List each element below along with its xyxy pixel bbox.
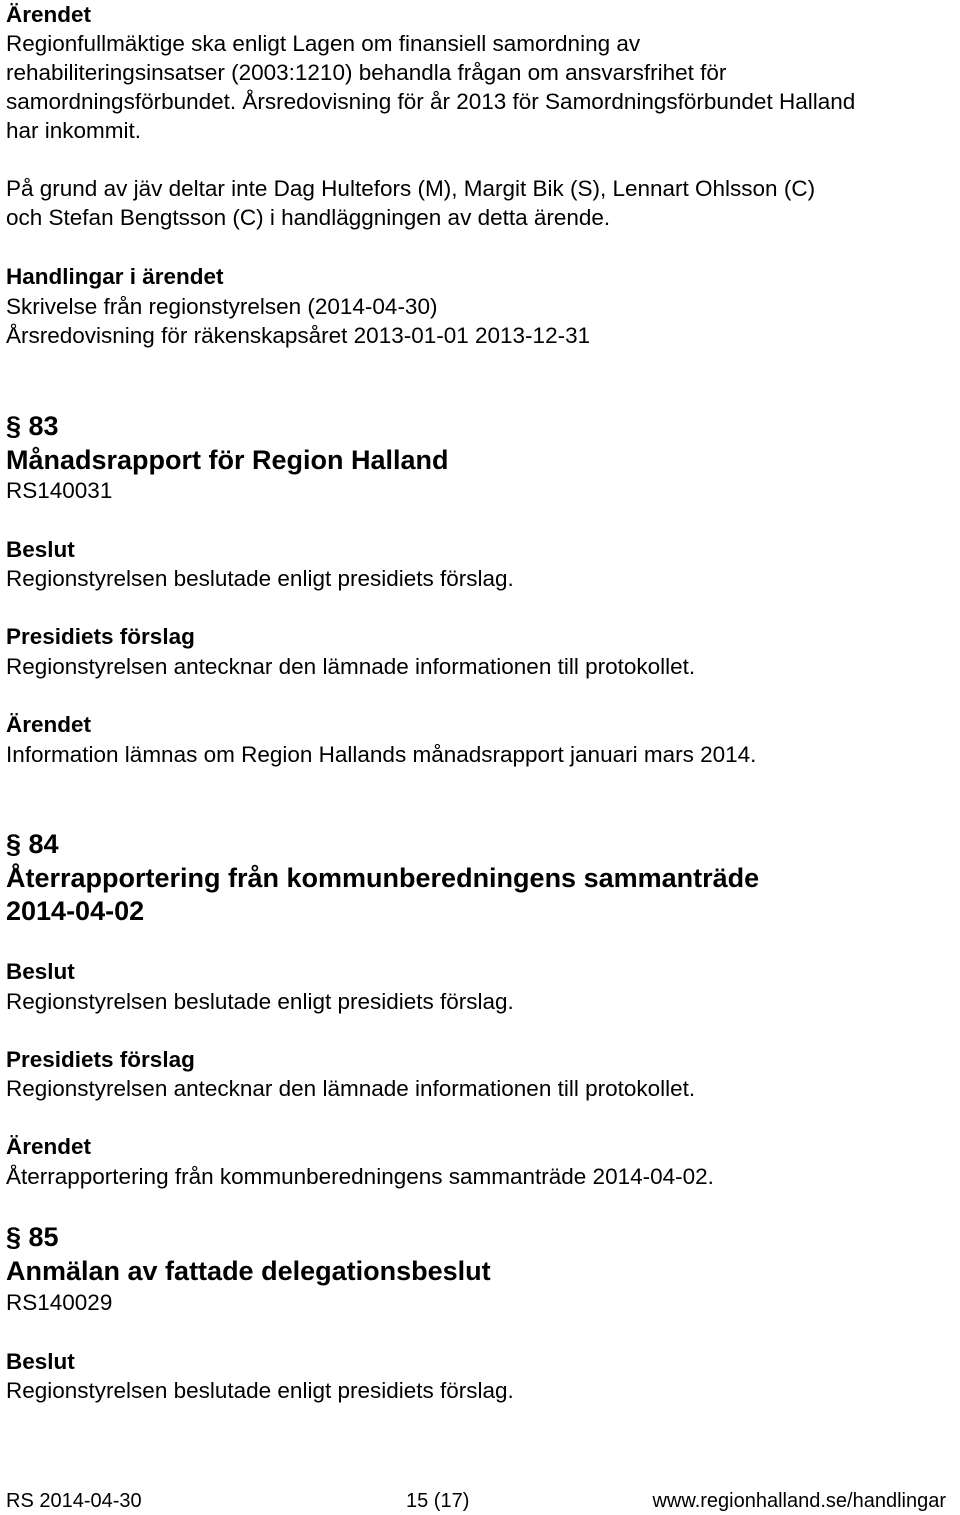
- arendet-heading: Ärendet: [6, 712, 92, 737]
- footer-page-number: 15 (17): [406, 1490, 470, 1512]
- arendet-heading: Ärendet: [6, 2, 92, 27]
- beslut-heading: Beslut: [6, 1349, 75, 1374]
- beslut-heading: Beslut: [6, 959, 75, 984]
- section-number: § 83: [6, 411, 59, 441]
- section-title: Månadsrapport för Region Halland: [6, 445, 449, 475]
- handlingar-item: Skrivelse från regionstyrelsen (2014-04-30): [6, 294, 438, 319]
- footer-date: RS 2014-04-30: [6, 1490, 142, 1512]
- beslut-text: Regionstyrelsen beslutade enligt presidiets förslag.: [6, 566, 514, 591]
- handlingar-heading: Handlingar i ärendet: [6, 264, 224, 289]
- section-number: § 84: [6, 829, 59, 859]
- arendet-text: Regionfullmäktige ska enligt Lagen om finansiell samordning av rehabiliteringsinsatser (2003:1210) behandla frågan om ansvarsfrihet för samordningsförbundet. Årsredovisning för år 2013 för Samordningsförbundet Halland har inkommit.: [6, 31, 856, 143]
- beslut-heading: Beslut: [6, 537, 75, 562]
- forslag-heading: Presidiets förslag: [6, 624, 195, 649]
- handlingar-item: Årsredovisning för räkenskapsåret 2013-01-01 2013-12-31: [6, 323, 591, 348]
- footer-url-link[interactable]: www.regionhalland.se/handlingar: [652, 1490, 946, 1512]
- arendet-heading: Ärendet: [6, 1134, 92, 1159]
- section-ref: RS140031: [6, 478, 113, 503]
- jav-text: På grund av jäv deltar inte Dag Hultefors (M), Margit Bik (S), Lennart Ohlsson (C) och Stefan Bengtsson (C) i handläggningen av detta ärende.: [6, 176, 816, 230]
- forslag-text: Regionstyrelsen antecknar den lämnade informationen till protokollet.: [6, 654, 696, 679]
- beslut-text: Regionstyrelsen beslutade enligt presidiets förslag.: [6, 989, 514, 1014]
- section-number: § 85: [6, 1222, 59, 1252]
- arendet-text: Återrapportering från kommunberedningens sammanträde 2014-04-02.: [6, 1164, 714, 1189]
- arendet-text: Information lämnas om Region Hallands månadsrapport januari mars 2014.: [6, 742, 757, 767]
- forslag-text: Regionstyrelsen antecknar den lämnade informationen till protokollet.: [6, 1076, 696, 1101]
- beslut-text: Regionstyrelsen beslutade enligt presidiets förslag.: [6, 1378, 514, 1403]
- section-ref: RS140029: [6, 1290, 113, 1315]
- forslag-heading: Presidiets förslag: [6, 1047, 195, 1072]
- section-title: Anmälan av fattade delegationsbeslut: [6, 1256, 491, 1286]
- section-title: Återrapportering från kommunberedningens sammanträde 2014-04-02: [6, 863, 760, 926]
